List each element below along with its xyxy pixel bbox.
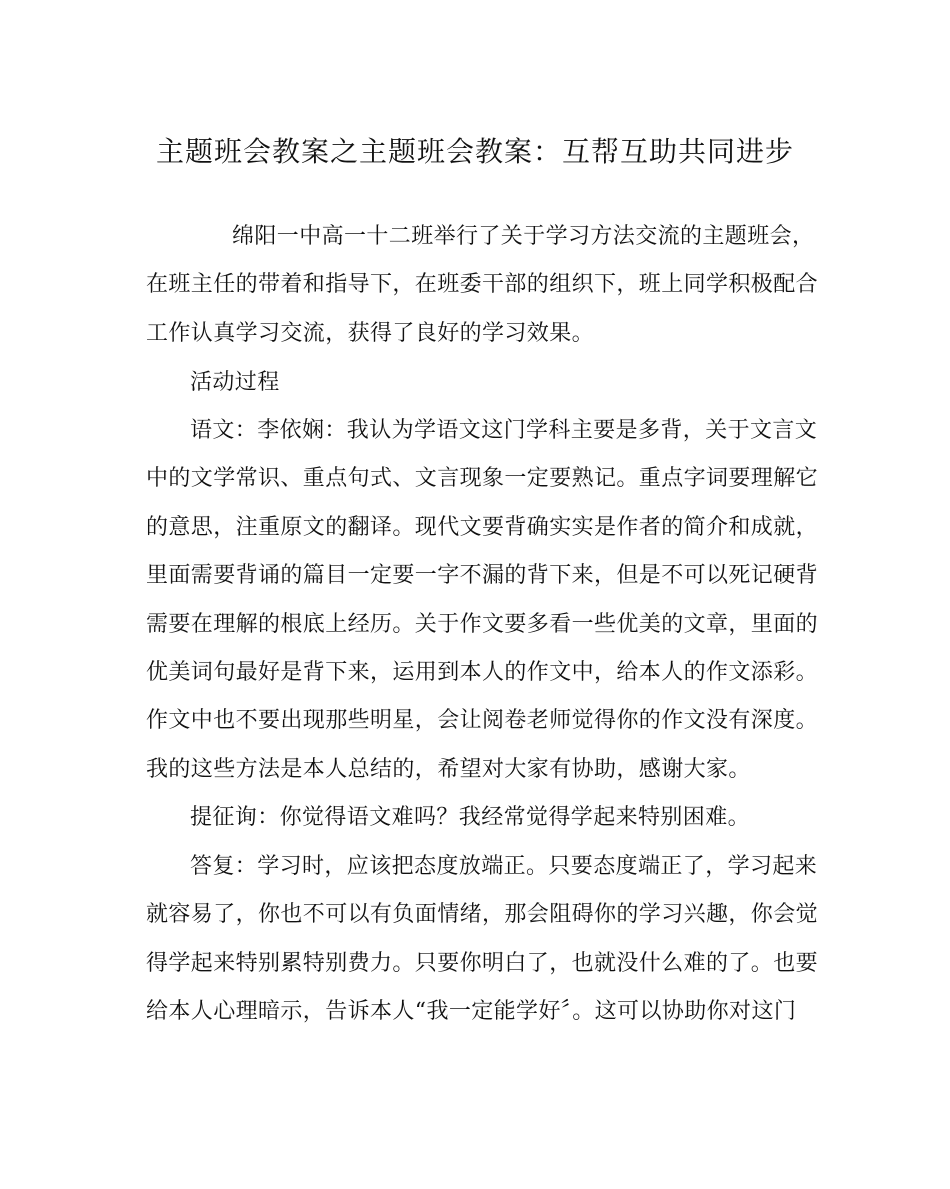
paragraph-line: 提征询：你觉得语文难吗？我经常觉得学起来特别困难。	[190, 805, 751, 830]
paragraph-line: 我的这些方法是本人总结的，希望对大家有协助，感谢大家。	[146, 757, 751, 782]
paragraph-line: 得学起来特别累特别费力。只要你明白了，也就没什么难的了。也要	[146, 951, 819, 976]
paragraph-line: 中的文学常识、重点句式、文言现象一定要熟记。重点字词要理解它	[146, 466, 819, 491]
paragraph-line: 里面需要背诵的篇目一定要一字不漏的背下来，但是不可以死记硬背	[146, 563, 819, 588]
paragraph-line: 就容易了，你也不可以有负面情绪，那会阻碍你的学习兴趣，你会觉	[146, 902, 819, 927]
paragraph-line: 优美词句最好是背下来，运用到本人的作文中，给本人的作文添彩。	[146, 660, 819, 685]
paragraph-line: 需要在理解的根底上经历。关于作文要多看一些优美的文章，里面的	[146, 612, 819, 637]
paragraph-line: 在班主任的带着和指导下，在班委干部的组织下，班上同学积极配合	[146, 272, 819, 297]
paragraph-line: 绵阳一中高一十二班举行了关于学习方法交流的主题班会，	[232, 224, 815, 249]
paragraph-line: 工作认真学习交流，获得了良好的学习效果。	[146, 321, 595, 346]
paragraph-line: 的意思，注重原文的翻译。现代文要背确实实是作者的简介和成就，	[146, 515, 819, 540]
paragraph-line: 作文中也不要出现那些明星，会让阅卷老师觉得你的作文没有深度。	[146, 708, 819, 733]
section-heading: 活动过程	[190, 370, 280, 395]
paragraph-line: 给本人心理暗示，告诉本人“我一定能学好〞。这可以协助你对这门	[146, 999, 797, 1024]
document-title: 主题班会教案之主题班会教案：互帮互助共同进步	[155, 135, 794, 168]
paragraph-line: 语文：李依娴：我认为学语文这门学科主要是多背，关于文言文	[190, 418, 818, 443]
paragraph-line: 答复：学习时，应该把态度放端正。只要态度端正了，学习起来	[190, 854, 818, 879]
